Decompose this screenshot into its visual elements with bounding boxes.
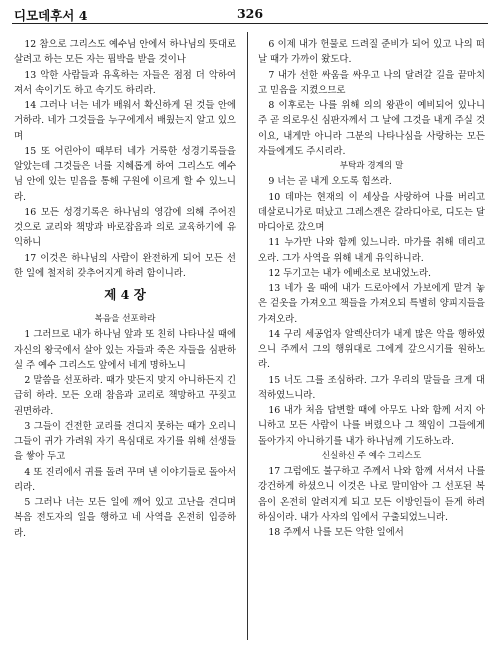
left-column [14, 37, 236, 541]
verse: 15 또 어린아이 때부터 네가 거룩한 성경기록들을 알았는데 그것들은 너를 지혜롭게 하여 그리스도 예수님 안에 있는 믿음을 통해 구원에 이르게 할 수 있느니라. [14, 145, 236, 203]
verse: 7 내가 선한 싸움을 싸우고 나의 달려갈 길을 끝마치고 믿음을 지켰으므로 [258, 69, 485, 96]
verse: 14 구리 세공업자 알렉산더가 내게 많은 악을 행하였으니 주께서 그의 행위대로 그에게 갚으시기를 원하노라. [258, 328, 485, 371]
header-rule [12, 23, 488, 24]
column-divider [247, 32, 248, 640]
verse: 17 그럼에도 불구하고 주께서 나와 함께 서셔서 나를 강건하게 하셨으니 이것은 나로 말미암아 그 선포된 복음이 온전히 알려지게 되고 모든 이방인들이 듣게 하려 하심이라. 내가 사자의 입에서 구출되었느니라. [258, 466, 485, 523]
section-heading: 신실하신 주 예수 그리스도 [321, 450, 422, 461]
verse: 1 그러므로 내가 하나님 앞과 또 친히 나타나실 때에 자신의 왕국에서 살아 있는 자들과 죽은 자들을 심판하실 주 예수 그리스도 앞에서 네게 명하노니 [14, 329, 236, 371]
chapter-heading: 제 4 장 [104, 287, 146, 302]
verse: 11 누가만 나와 함께 있느니라. 마가를 취해 데리고 오라. 그가 사역을 위해 내게 유익하니라. [258, 237, 485, 264]
verse: 16 내가 처음 답변할 때에 아무도 나와 함께 서지 아니하고 모든 사람이 나를 버렸으나 그 책임이 그들에게 돌아가지 아니하기를 내가 하나님께 기도하노라. [258, 405, 485, 447]
section-heading: 부탁과 경계의 말 [339, 161, 404, 171]
running-head-book: 디모데후서 4 [14, 8, 88, 23]
verse: 2 말씀을 선포하라. 때가 맞든지 맞지 아니하든지 긴급히 하라. 모든 오래 참음과 교리로 책망하고 꾸짖고 권면하라. [14, 375, 236, 417]
section-heading: 복음을 선포하라 [94, 314, 156, 324]
page-header [12, 4, 488, 26]
page-number: 326 [236, 6, 264, 21]
verse: 9 너는 곧 내게 오도록 힘쓰라. [268, 176, 392, 188]
verse: 3 그들이 건전한 교리를 견디지 못하는 때가 오리니 그들이 귀가 가려워 자기 욕심대로 자기를 위해 선생들을 쌓아 두고 [14, 420, 236, 463]
verse: 8 이후로는 나를 위해 의의 왕관이 예비되어 있나니 주 곧 의로우신 심판자께서 그 날에 그것을 내게 주실 것이요, 내게만 아니라 그분의 나타나심을 사랑하는 모든 자들에게도 주시리라. [258, 100, 485, 157]
verse: 18 주께서 나를 모든 악한 일에서 [268, 527, 404, 538]
right-column [258, 37, 485, 540]
verse: 5 그러나 너는 모든 일에 깨어 있고 고난을 견디며 복음 전도자의 일을 행하고 네 사역을 온전히 입증하라. [14, 497, 236, 539]
verse: 14 그러나 너는 네가 배워서 확신하게 된 것들 안에 거하라. 네가 그것들을 누구에게서 배웠는지 알고 있으며 [14, 100, 236, 142]
verse: 15 너도 그를 조심하라. 그가 우리의 말들을 크게 대적하였느니라. [258, 374, 485, 401]
verse: 12 두기고는 내가 에베소로 보내었노라. [268, 267, 432, 279]
verse: 6 이제 내가 헌물로 드려질 준비가 되어 있고 나의 떠날 때가 가까이 왔도다. [258, 39, 485, 66]
verse: 13 네가 올 때에 내가 드로아에서 가보에게 맡겨 놓은 겉옷을 가져오고 책들을 가져오되 특별히 양피지들을 가져오라. [258, 283, 485, 325]
verse: 12 참으로 그리스도 예수님 안에서 하나님의 뜻대로 살려고 하는 모든 자는 핍박을 받을 것이나 [14, 39, 236, 66]
verse: 16 모든 성경기록은 하나님의 영감에 의해 주어진 것으로 교리와 책망과 바로잡음과 의로 교육하기에 유익하니 [14, 206, 236, 249]
verse: 17 이것은 하나님의 사람이 완전하게 되어 모든 선한 일에 철저히 갖추어지게 하려 함이니라. [14, 252, 236, 279]
verse: 4 또 진리에서 귀를 돌려 꾸며 낸 이야기들로 돌아서리라. [14, 466, 236, 493]
verse: 10 데마는 현재의 이 세상을 사랑하여 나를 버리고 데살로니가로 떠났고 그레스겐은 갈라디아로, 디도는 달마디아로 갔으며 [258, 191, 485, 233]
verse: 13 악한 사람들과 유혹하는 자들은 점점 더 악하여져서 속이기도 하고 속기도 하리라. [14, 69, 236, 96]
